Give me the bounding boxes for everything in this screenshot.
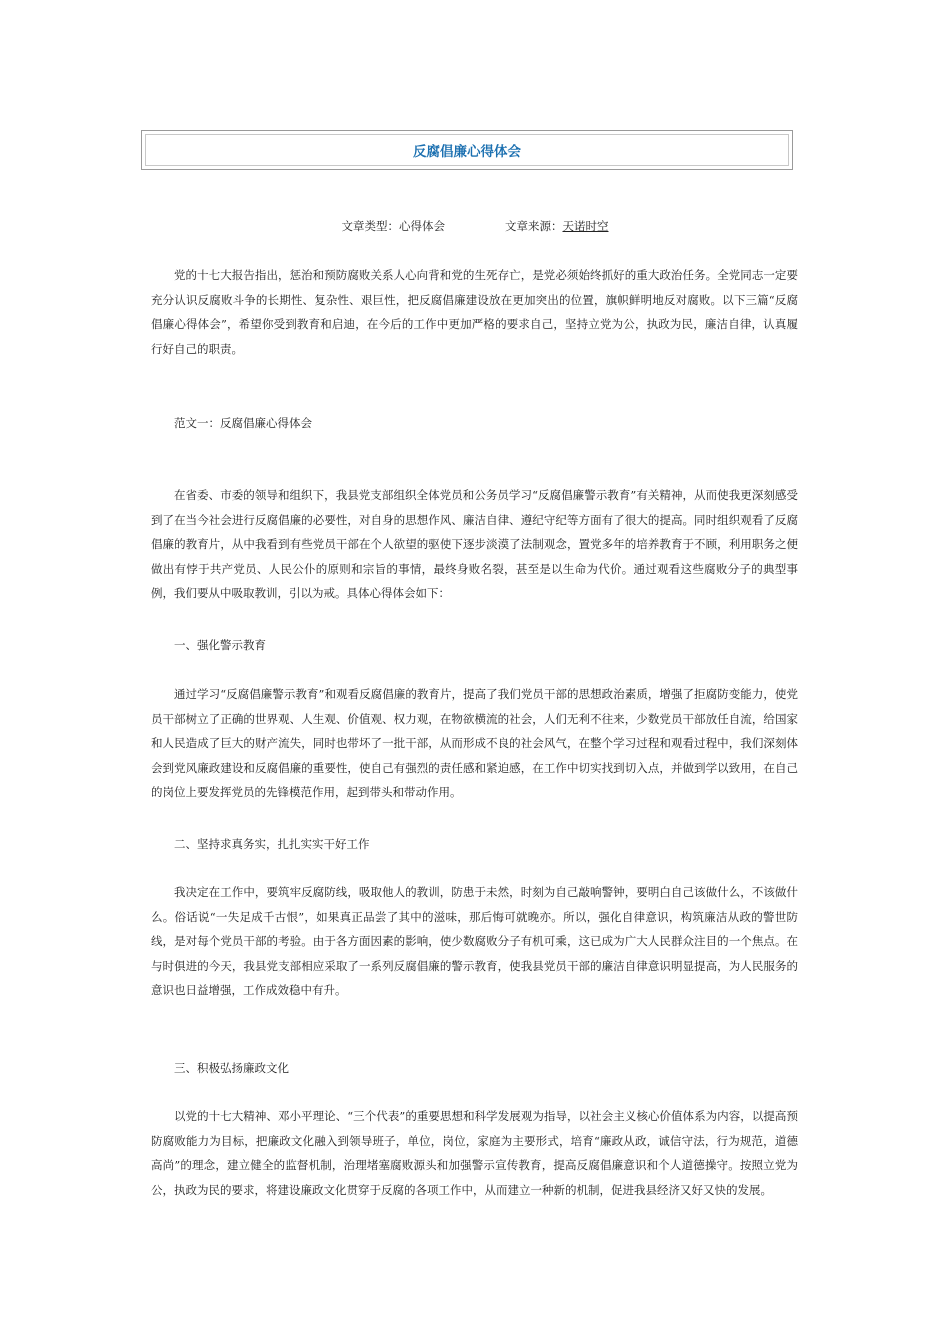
title-inner-frame xyxy=(145,134,789,166)
sample-heading: 范文一：反腐倡廉心得体会 xyxy=(174,416,312,430)
article-source-label: 文章来源： xyxy=(505,219,563,233)
article-meta xyxy=(0,218,950,234)
body-paragraph-1: 在省委、市委的领导和组织下，我县党支部组织全体党员和公务员学习“反腐倡廉警示教育”有关精神，从而使我更深刻感受到了在当今社会进行反腐倡廉的必要性，对自身的思想作风、廉洁自律、遵纪守纪等方面有了很大的提高。同时组织观看了反腐倡廉的教育片，从中我看到有些党员干部在个人欲望的驱使下逐步淡漠了法制观念，置党多年的培养教育于不顾，利用职务之便做出有悖于共产党员、人民公仆的原则和宗旨的事情，最终身败名裂，甚至是以生命为代价。通过观看这些腐败分子的典型事例，我们要从中吸取教训，引以为戒。具体心得体会如下： xyxy=(151,488,798,600)
section3-heading: 三、积极弘扬廉政文化 xyxy=(174,1061,289,1075)
article-source-link[interactable]: 天诺时空 xyxy=(562,219,609,233)
title-box xyxy=(141,130,793,170)
section2-body: 我决定在工作中，要筑牢反腐防线，吸取他人的教训，防患于未然，时刻为自己敲响警钟，要明白自己该做什么，不该做什么。俗话说“一失足成千古恨”，如果真正品尝了其中的滋味，那后悔可就晚亦。所以，强化自律意识，构筑廉洁从政的警世防线，是对每个党员干部的考验。由于各方面因素的影响，使少数腐败分子有机可乘，这已成为广大人民群众注目的一个焦点。在与时俱进的今天，我县党支部相应采取了一系列反腐倡廉的警示教育，使我县党员干部的廉洁自律意识明显提高，为人民服务的意识也日益增强，工作成效稳中有升。 xyxy=(151,885,798,997)
section1-body: 通过学习“反腐倡廉警示教育”和观看反腐倡廉的教育片，提高了我们党员干部的思想政治素质，增强了拒腐防变能力，使党员干部树立了正确的世界观、人生观、价值观、权力观，在物欲横流的社会，人们无利不往来，少数党员干部放任自流，给国家和人民造成了巨大的财产流失，同时也带坏了一批干部，从而形成不良的社会风气，在整个学习过程和观看过程中，我们深刻体会到党风廉政建设和反腐倡廉的重要性，使自己有强烈的责任感和紧迫感，在工作中切实找到切入点，并做到学以致用，在自己的岗位上要发挥党员的先锋模范作用，起到带头和带动作用。 xyxy=(151,687,798,799)
section3-body: 以党的十七大精神、邓小平理论、“三个代表”的重要思想和科学发展观为指导，以社会主义核心价值体系为内容，以提高预防腐败能力为目标，把廉政文化融入到领导班子，单位，岗位，家庭为主要形式，培育“廉政从政，诚信守法，行为规范，道德高尚”的理念，建立健全的监督机制，治理堵塞腐败源头和加强警示宣传教育，提高反腐倡廉意识和个人道德操守。按照立党为公，执政为民的要求，将建设廉政文化贯穿于反腐的各项工作中，从而建立一种新的机制，促进我县经济又好又快的发展。 xyxy=(151,1109,798,1197)
page-title: 反腐倡廉心得体会 xyxy=(413,144,521,160)
article-type: 文章类型：心得体会 xyxy=(341,219,445,233)
section1-heading: 一、强化警示教育 xyxy=(174,638,266,652)
intro-paragraph: 党的十七大报告指出，惩治和预防腐败关系人心向背和党的生死存亡，是党必须始终抓好的重大政治任务。全党同志一定要充分认识反腐败斗争的长期性、复杂性、艰巨性，把反腐倡廉建设放在更加突出的位置，旗帜鲜明地反对腐败。以下三篇“反腐倡廉心得体会”，希望你受到教育和启迪，在今后的工作中更加严格的要求自己，坚持立党为公，执政为民，廉洁自律，认真履行好自己的职责。 xyxy=(151,268,798,356)
section2-heading: 二、坚持求真务实，扎扎实实干好工作 xyxy=(174,837,370,851)
